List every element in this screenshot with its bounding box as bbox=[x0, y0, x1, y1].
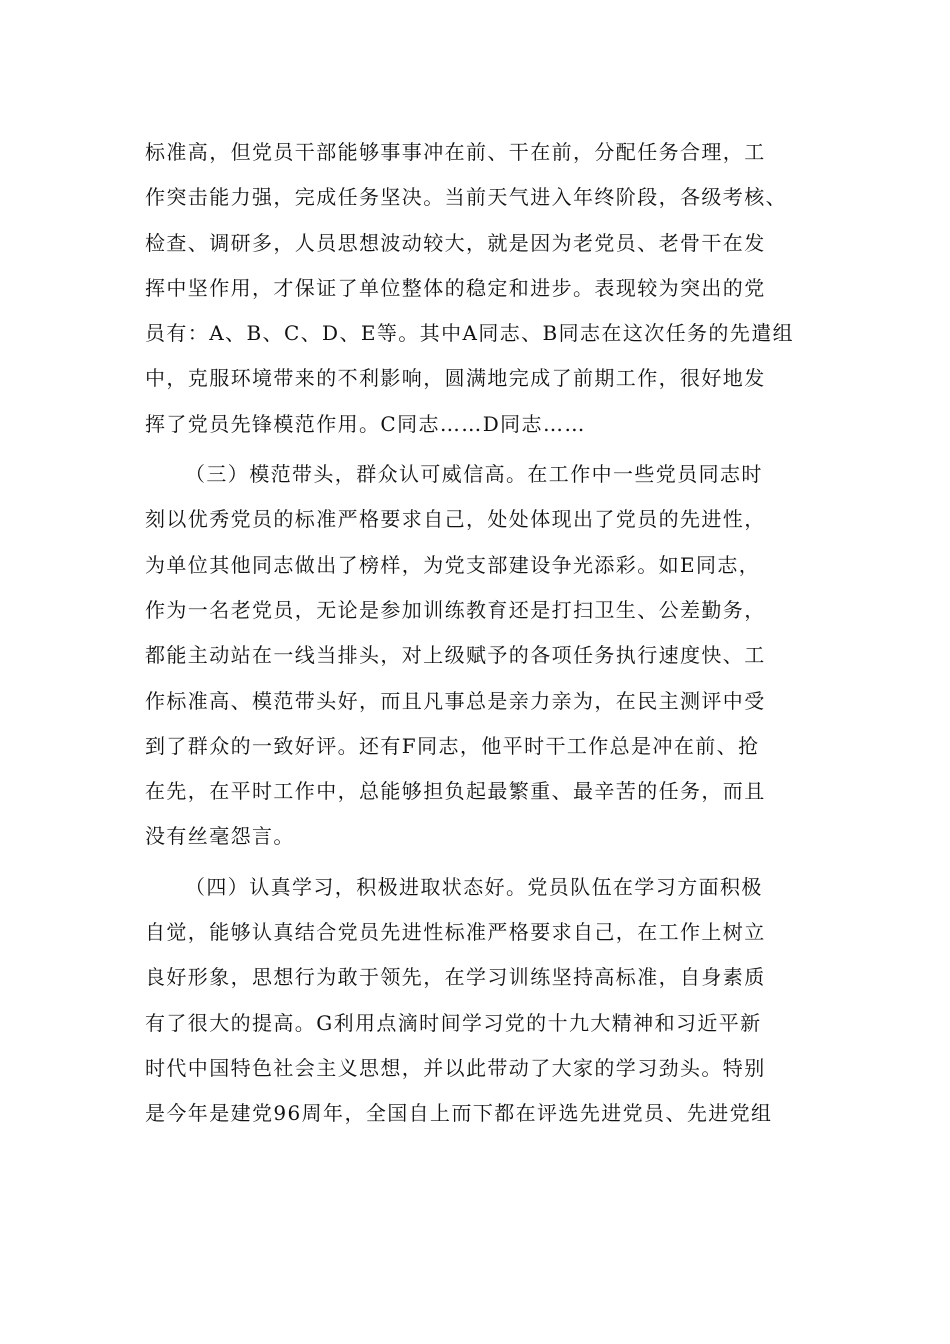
text-line: 是今年是建党96周年，全国自上而下都在评选先进党员、先进党组 bbox=[145, 1101, 773, 1126]
text-line: 作为一名老党员，无论是参加训练教育还是打扫卫生、公差勤务， bbox=[145, 597, 766, 622]
text-line: 良好形象，思想行为敢于领先，在学习训练坚持高标准，自身素质 bbox=[145, 965, 766, 990]
text-line: 作标准高、模范带头好，而且凡事总是亲力亲为，在民主测评中受 bbox=[145, 688, 766, 713]
text-line: 中，克服环境带来的不利影响，圆满地完成了前期工作，很好地发 bbox=[145, 366, 766, 391]
text-line: 员有：A、B、C、D、E等。其中A同志、B同志在这次任务的先遣组 bbox=[145, 321, 795, 346]
document-body bbox=[145, 130, 815, 1137]
text-line: 作突击能力强，完成任务坚决。当前天气进入年终阶段，各级考核、 bbox=[145, 185, 787, 210]
text-line: （三）模范带头，群众认可威信高。在工作中一些党员同志时 bbox=[185, 462, 763, 487]
paragraph-3 bbox=[145, 865, 815, 1137]
text-line: 都能主动站在一线当排头，对上级赋予的各项任务执行速度快、工 bbox=[145, 643, 766, 668]
text-line: 自觉，能够认真结合党员先进性标准严格要求自己，在工作上树立 bbox=[145, 920, 766, 945]
text-line: 挥了党员先锋模范作用。C同志……D同志…… bbox=[145, 411, 586, 436]
text-line: 在先，在平时工作中，总能够担负起最繁重、最辛苦的任务，而且 bbox=[145, 779, 766, 804]
text-line: 刻以优秀党员的标准严格要求自己，处处体现出了党员的先进性， bbox=[145, 507, 766, 532]
text-line: 没有丝毫怨言。 bbox=[145, 824, 295, 849]
text-line: 时代中国特色社会主义思想，并以此带动了大家的学习劲头。特别 bbox=[145, 1055, 766, 1080]
paragraph-2 bbox=[145, 452, 815, 860]
text-line: 到了群众的一致好评。还有F同志，他平时干工作总是冲在前、抢 bbox=[145, 733, 760, 758]
text-line: （四）认真学习，积极进取状态好。党员队伍在学习方面积极 bbox=[185, 874, 763, 899]
text-line: 为单位其他同志做出了榜样，为党支部建设争光添彩。如E同志， bbox=[145, 552, 761, 577]
text-line: 检查、调研多，人员思想波动较大，就是因为老党员、老骨干在发 bbox=[145, 230, 766, 255]
text-line: 标准高，但党员干部能够事事冲在前、干在前，分配任务合理，工 bbox=[145, 140, 766, 164]
text-line: 有了很大的提高。G利用点滴时间学习党的十九大精神和习近平新 bbox=[145, 1010, 762, 1035]
paragraph-1 bbox=[145, 130, 815, 447]
text-line: 挥中坚作用，才保证了单位整体的稳定和进步。表现较为突出的党 bbox=[145, 275, 766, 300]
